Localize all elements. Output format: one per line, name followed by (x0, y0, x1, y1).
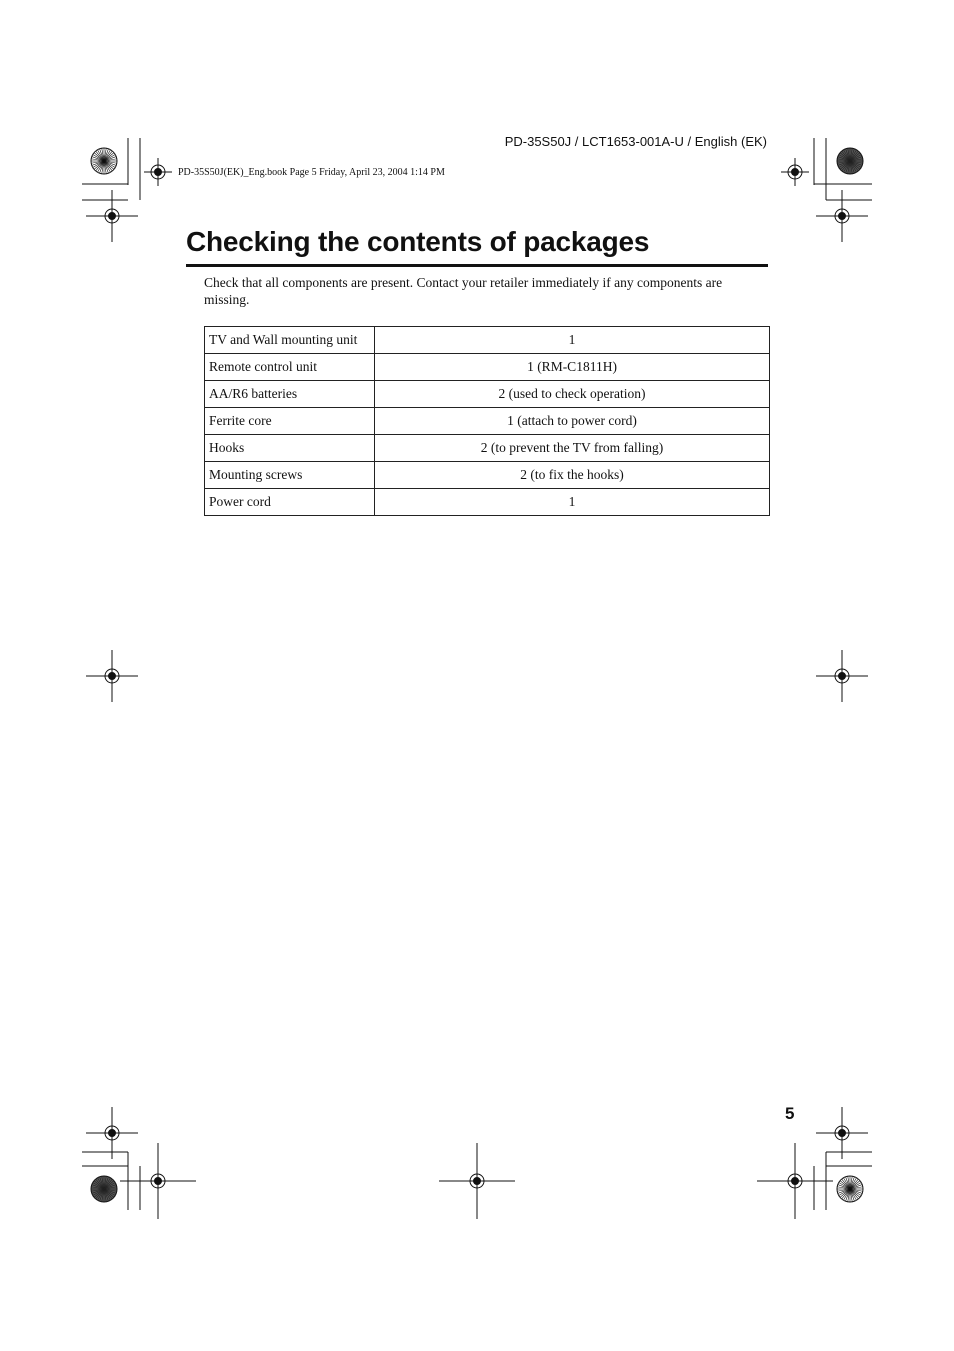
item-name-cell: Hooks (205, 435, 375, 462)
registration-mark-icon (816, 1107, 868, 1159)
page-title: Checking the contents of packages (186, 226, 650, 257)
book-file-info: PD-35S50J(EK)_Eng.book Page 5 Friday, April 23, 2004 1:14 PM (178, 167, 445, 178)
registration-mark-icon (781, 158, 809, 186)
quantity-cell: 1 (375, 489, 770, 516)
item-name-cell: Ferrite core (205, 408, 375, 435)
document-id-header: PD-35S50J / LCT1653-001A-U / English (EK) (504, 134, 767, 149)
item-name-cell: TV and Wall mounting unit (205, 327, 375, 354)
registration-mark-icon (439, 1143, 515, 1219)
color-dial-icon (91, 148, 117, 174)
item-name-cell: Remote control unit (205, 354, 375, 381)
intro-paragraph: Check that all components are present. Contact your retailer immediately if any components are missing. (204, 275, 723, 307)
registration-mark-icon (86, 1107, 138, 1159)
quantity-cell: 1 (RM-C1811H) (375, 354, 770, 381)
color-dial-icon (91, 1176, 117, 1202)
quantity-cell: 2 (to fix the hooks) (375, 462, 770, 489)
registration-mark-icon (816, 650, 868, 702)
page-number: 5 (785, 1104, 795, 1123)
quantity-cell: 2 (used to check operation) (375, 381, 770, 408)
registration-mark-icon (144, 158, 172, 186)
color-dial-icon (837, 148, 863, 174)
quantity-cell: 2 (to prevent the TV from falling) (375, 435, 770, 462)
quantity-cell: 1 (attach to power cord) (375, 408, 770, 435)
registration-mark-icon (86, 190, 138, 242)
item-name-cell: Mounting screws (205, 462, 375, 489)
registration-mark-icon (816, 190, 868, 242)
registration-mark-icon (757, 1143, 833, 1219)
color-dial-icon (837, 1176, 863, 1202)
registration-mark-icon (86, 650, 138, 702)
registration-mark-icon (120, 1143, 196, 1219)
item-name-cell: AA/R6 batteries (205, 381, 375, 408)
item-name-cell: Power cord (205, 489, 375, 516)
quantity-cell: 1 (375, 327, 770, 354)
